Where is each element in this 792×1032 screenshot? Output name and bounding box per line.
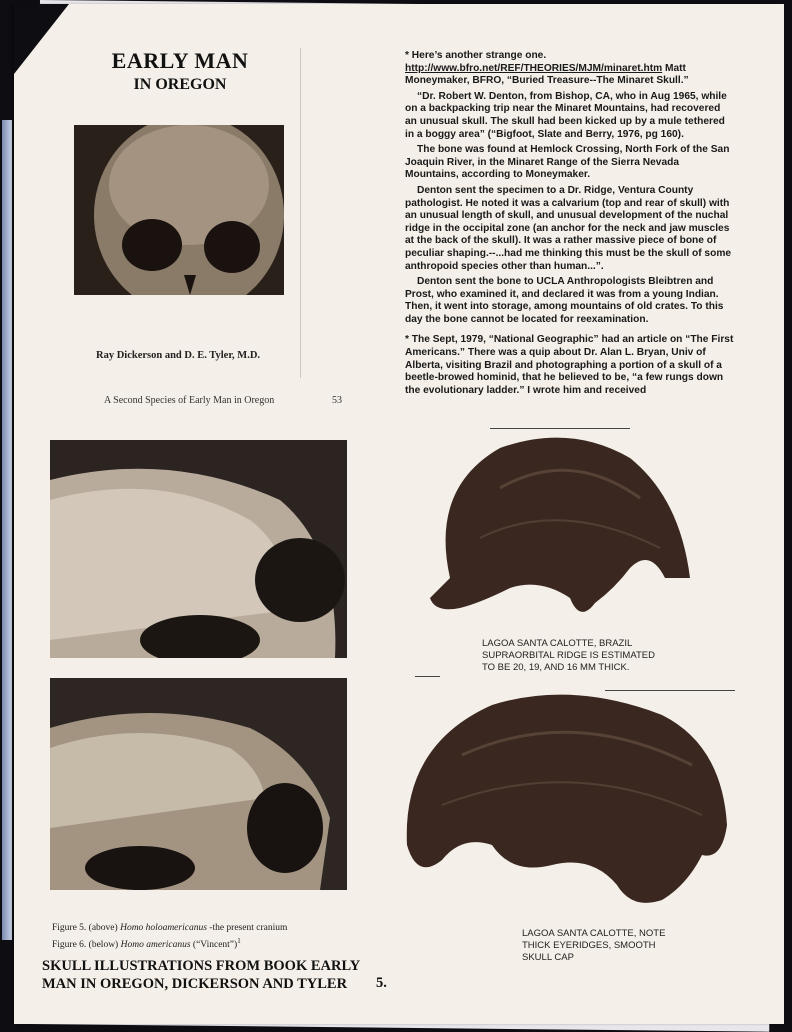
article-paragraph: * The Sept, 1979, “National Geographic” had an article on “The First Americans.” There was a quip about Dr. Alan L. Bryan, Univ of Alberta, visiting Brazil and photographing a portion of a skull of a beetle-browed hominid, that he believed to be, “a few rungs down the evolutionary ladder.” I wrote him and received	[405, 334, 734, 396]
calotte-caption-1	[482, 638, 655, 674]
skull-photo-frontal	[74, 125, 284, 295]
calotte-illustration-1	[420, 428, 700, 633]
figure-captions	[52, 922, 287, 952]
figure-6-footnote: 1	[237, 937, 241, 945]
page-title	[90, 48, 270, 94]
article-paragraph: The bone was found at Hemlock Crossing, North Fork of the San Joaquin River, in the Minaret Range of the Sierra Nevada Mountains, according to Moneymaker.	[405, 144, 730, 181]
calotte-caption-1-line: LAGOA SANTA CALOTTE, BRAZIL	[482, 638, 633, 649]
article-paragraph: Denton sent the bone to UCLA Anthropologists Bleibtren and Prost, who examined it, and declared it was from a young Indian. Then, it went into storage, among mountains of old crates. To this day the bone cannot be located for reexamination.	[405, 276, 724, 325]
article-paragraph	[405, 50, 735, 88]
footer-line-2: MAN IN OREGON, DICKERSON AND TYLER	[42, 976, 348, 992]
figure-6-label: Figure 6. (below)	[52, 940, 121, 951]
calotte-caption-2-line: LAGOA SANTA CALOTTE, NOTE	[522, 928, 666, 939]
column-divider	[300, 48, 301, 378]
binder-edge	[2, 120, 12, 940]
figure-6-desc: (“Vincent”)	[190, 940, 238, 951]
figure-5-desc: -the present cranium	[206, 923, 288, 933]
figure-5-species: Homo holoamericanus	[120, 923, 207, 933]
calotte-caption-1-line: SUPRAORBITAL RIDGE IS ESTIMATED	[482, 650, 655, 661]
title-line-2: IN OREGON	[133, 76, 227, 93]
calotte-caption-2-line: SKULL CAP	[522, 952, 574, 963]
bfro-link[interactable]: http://www.bfro.net/REF/THEORIES/MJM/minaret.htm	[405, 62, 663, 74]
book-authors: Ray Dickerson and D. E. Tyler, M.D.	[96, 350, 261, 361]
divider-rule	[415, 676, 440, 677]
calotte-caption-2-line: THICK EYERIDGES, SMOOTH	[522, 940, 656, 951]
calotte-caption-2	[522, 928, 665, 964]
figure-6-caption	[52, 935, 287, 952]
footer-line-1: SKULL ILLUSTRATIONS FROM BOOK EARLY	[42, 958, 361, 974]
figure-6-species: Homo americanus	[120, 940, 191, 951]
article-text	[405, 50, 735, 400]
calotte-illustration-2	[402, 685, 732, 910]
page-footer	[42, 957, 360, 993]
book-page-number: 53	[332, 395, 342, 406]
figure-5-label: Figure 5. (above)	[52, 923, 121, 933]
calotte-caption-1-line: TO BE 20, 19, AND 16 MM THICK.	[482, 662, 630, 673]
article-intro: * Here’s another strange one.	[405, 50, 547, 61]
folded-corner	[14, 4, 69, 74]
skull-photo-holoamericanus	[50, 440, 347, 658]
running-title: A Second Species of Early Man in Oregon	[104, 395, 275, 406]
skull-photo-americanus	[50, 678, 347, 890]
footer-page-number: 5.	[376, 975, 387, 991]
title-line-1: EARLY MAN	[111, 48, 249, 73]
figure-5-caption	[52, 922, 287, 935]
article-source: Matt Moneymaker, BFRO, “Buried Treasure--The Minaret Skull.”	[405, 62, 689, 87]
article-paragraph: Denton sent the specimen to a Dr. Ridge, Ventura County pathologist. He noted it was a calvarium (top and rear of skull) with an unusual length of skull, and unusual development of the nuchal ridge in the occipital zone (an anchor for the neck and jaw muscles at the back of the skull). It was a rather massive piece of bone of peculiar shaping.--...had me thinking this must be the skull of some anthropoid species other than human...”.	[405, 184, 732, 272]
article-paragraph: “Dr. Robert W. Denton, from Bishop, CA, who in Aug 1965, while on a backpacking trip near the Minaret Mountains, had recovered an unusual skull. The skull had been kicked up by a mule tethered in a boggy area” (“Bigfoot, Slate and Berry, 1976, pg 160).	[405, 90, 727, 140]
